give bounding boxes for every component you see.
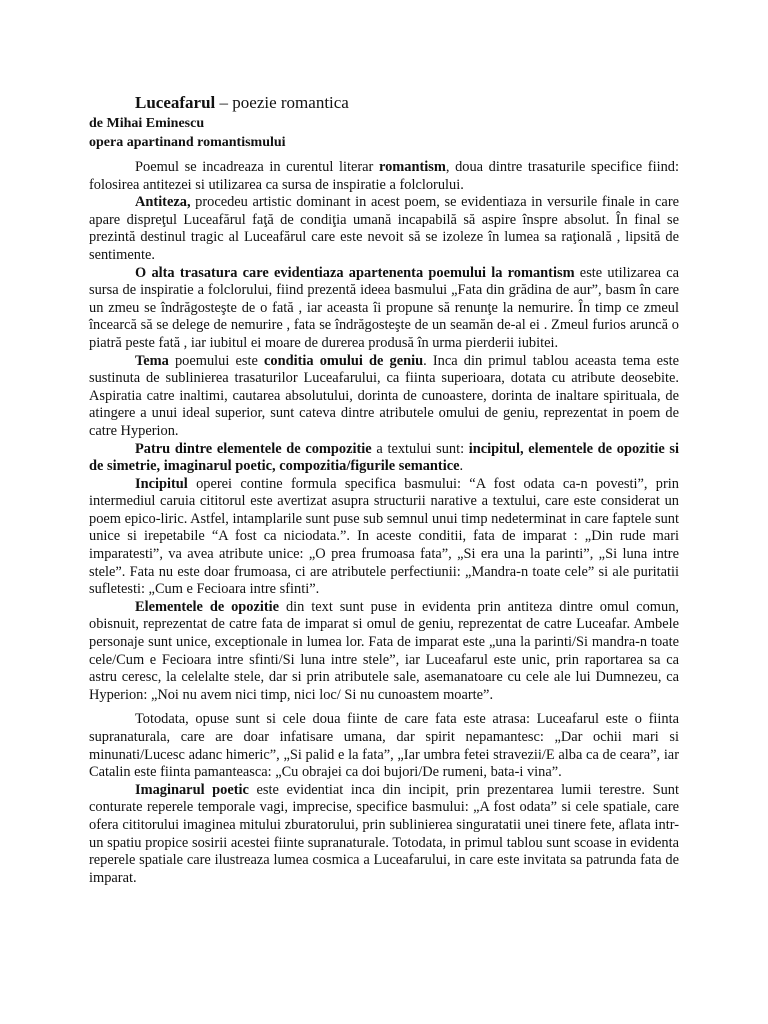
- document-body: [89, 159, 679, 887]
- paragraph: Totodata, opuse sunt si cele doua fiinte de care fata este atrasa: Luceafarul este o fiinta supranaturala, care are doar infatisare umana, dar spirit nepamantesc: „Dar ochii mari si minunati/Lucesc adanc himeric”, „Si palid e la fata”, „Iar umbra fetei stravezii/E alba ca de ceara”, iar Catalin este fiinta pamanteasca: „Cu obrajei ca doi bujori/De rumeni, bata-i vina”.: [89, 711, 679, 781]
- paragraph: Poemul se incadreaza in curentul literar romantism, doua dintre trasaturile specifice fiind: folosirea antitezei si utilizarea ca sursa de inspiratie a folclorului.: [89, 159, 679, 193]
- paragraph: Tema poemului este conditia omului de geniu. Inca din primul tablou aceasta tema este sustinuta de sublinierea trasaturilor Luceafarului, ca fiinta superioara, dotata cu atribute deosebite. Aspiratia catre inaltimi, cautarea absolutului, dorinta de cunoastere, dorinta de inaltare spirituala, de atingere a unui ideal superior, sunt cateva dintre atributele omului de geniu, reprezentat in poem de catre Hyperion.: [89, 352, 680, 439]
- paragraph: Antiteza, procedeu artistic dominant in acest poem, se evidentiaza in versurile finale in care apare dispreţul Luceafărul faţă de condiţia umană incapabilă să aspire înspre absolut. În final se prezintă destinul tragic al Luceafărul care este nevoit să se izoleze în lumea sa raţională , lipsită de sentimente.: [89, 194, 679, 263]
- subtitle-line: opera apartinand romantismului: [89, 135, 286, 150]
- title-rest: – poezie romantica: [215, 93, 349, 112]
- paragraph: O alta trasatura care evidentiaza apartenenta poemului la romantism este utilizarea ca sursa de inspiratie a folclorului, fiind prezentă ideea basmului „Fata din grădina de aur”, basm în care un zmeu se îndrăgosteşte de o fată , iar aceasta îi propune să renunţe la nemurire. În timp ce zmeul încearcă să se delege de nemurire , fata se îndrăgosteşte de un seamăn de-al ei . Zmeul furios aruncă o piatră peste fată , iar iubitul ei moare de durerea produsă în urma pierderii iubitei.: [89, 264, 679, 351]
- paragraph: Incipitul operei contine formula specifica basmului: “A fost odata ca-n povesti”, prin intermediul caruia cititorul este avertizat asupra structurii narative a textului, care este considerat un poem epico-liric. Astfel, intamplarile sunt puse sub semnul unui timp nedeterminat in care faptele sunt unice si irepetabile “A fost ca niciodata.”. In aceste conditii, fata de imparat : „Din rude mari imparatesti”, va avea atribute unice: „O prea frumoasa fata”, „Si era una la parinti”, „Si luna intre stele”. Fata nu este doar frumoasa, ci are atributele perfectiunii: „Mandra-n toate cele” si ale puritatii sufletesti: „Cum e Fecioara intre sfinti”.: [89, 475, 679, 598]
- paragraph: Patru dintre elementele de compozitie a textului sunt: incipitul, elementele de opozitie si de simetrie, imaginarul poetic, compozitia/figurile semantice.: [89, 440, 679, 475]
- document-title: [135, 93, 349, 113]
- paragraph: Imaginarul poetic este evidentiat inca din incipit, prin prezentarea lumii terestre. Sunt conturate reperele temporale vagi, imprecise, specifice basmului: „A fost odata” si cele spatiale, care ofera cititorului imaginea mitului zburatorului, prin sublinierea singuratatii unei tinere fete, aflata intr-un spatiu propice sosirii acestei fiinte supranaturale. Totodata, in primul tablou sunt scoase in evidenta reperele spatiale care ilustreaza lumea cosmica a Luceafarului, in care este invitata sa patrunda fata de imparat.: [89, 781, 679, 886]
- paragraph: Elementele de opozitie din text sunt puse in evidenta prin antiteza dintre omul comun, obisnuit, reprezentat de catre fata de imparat si omul de geniu, reprezentat de catre Luceafar. Ambele personaje sunt unice, exceptionale in lumea lor. Fata de imparat este „una la parinti/Si mandra-n toate cele/Cum e Fecioara intre sfinti/Si luna intre stele”, iar Luceafarul este unic, prin raportarea sa ca astru ceresc, la celelalte stele, dar si prin atributele sale, asemanatoare cu cele ale lui Dumnezeu, ca Hyperion: „Noi nu avem nici timp, nici loc/ Si nu cunoastem moarte”.: [89, 598, 679, 703]
- title-bold: Luceafarul: [135, 93, 216, 112]
- author-line: de Mihai Eminescu: [89, 116, 205, 131]
